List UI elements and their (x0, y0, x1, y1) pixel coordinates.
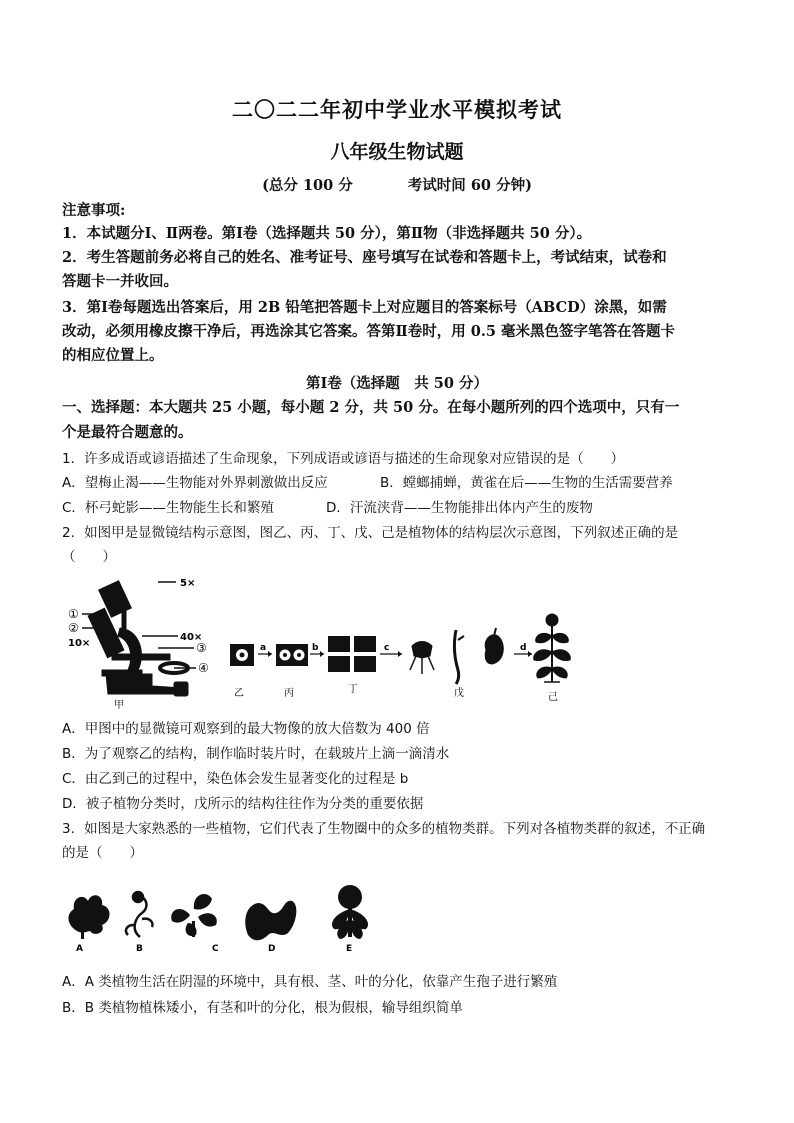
q1-options-ab (62, 474, 742, 492)
label-objective-low: 10× (68, 638, 91, 649)
q3-option-a: A．A 类植物生活在阴湿的环境中，具有根、茎、叶的分化，依靠产生孢子进行繁殖 (62, 974, 558, 990)
label-circle-2: ② (68, 621, 79, 635)
notes-heading: 注意事项: (62, 202, 126, 219)
label-yi: 乙 (234, 688, 244, 699)
plant-d-alga (245, 901, 296, 941)
label-b: b (312, 643, 319, 653)
label-plant-d: D (268, 944, 276, 954)
label-circle-1: ① (68, 607, 79, 621)
plant-e-flower (332, 885, 368, 939)
total-score: (总分 100 分 (262, 177, 353, 194)
plant-c-ginkgo (171, 894, 217, 937)
exam-time: 考试时间 60 分钟) (407, 177, 532, 194)
q1-option-a: A．望梅止渴——生物能对外界刺激做出反应 (62, 475, 328, 491)
q1-option-d: D．汗流浃背——生物能排出体内产生的废物 (326, 500, 593, 516)
note-1: 1．本试题分Ⅰ、Ⅱ两卷。第Ⅰ卷（选择题共 50 分），第Ⅱ物（非选择题共 50 分）。 (62, 225, 592, 242)
cell-yi-diagram (230, 644, 254, 666)
organs-wu-diagram (410, 628, 503, 684)
q1-option-c: C．杯弓蛇影——生物能生长和繁殖 (62, 500, 274, 516)
section-1-heading: 第Ⅰ卷（选择题 共 50 分） (305, 375, 489, 392)
label-circle-4: ④ (198, 661, 209, 675)
label-a: a (260, 643, 267, 653)
q3-option-b: B．B 类植物植株矮小，有茎和叶的分化，根为假根，输导组织简单 (62, 1000, 463, 1016)
cell-bing-diagram (276, 644, 308, 666)
label-plant-a: A (76, 944, 83, 954)
plant-ji-diagram (534, 614, 571, 682)
label-eyepiece: 5× (180, 578, 196, 589)
q2-figure (62, 570, 582, 710)
note-3a: 3．第Ⅰ卷每题选出答案后，用 2B 铅笔把答题卡上对应题目的答案标号（ABCD）涂黑，如需 (62, 299, 667, 316)
q1-stem: 1．许多成语或谚语描述了生命现象，下列成语或谚语与描述的生命现象对应错误的是（ ） (62, 451, 625, 467)
section-1-intro-a: 一、选择题：本大题共 25 小题，每小题 2 分，共 50 分。在每小题所列的四个选项中，只有一 (62, 399, 680, 416)
label-plant-c: C (212, 944, 219, 954)
note-2a: 2．考生答题前务必将自己的姓名、准考证号、座号填写在试卷和答题卡上，考试结束，试卷和 (62, 249, 667, 266)
label-ji: 己 (548, 692, 558, 703)
label-jia: 甲 (114, 700, 124, 710)
q3-stem-b: 的是（ ） (62, 845, 143, 861)
q1-options-cd (62, 499, 742, 517)
label-d: d (520, 643, 527, 653)
exam-subject: 八年级生物试题 (330, 141, 464, 163)
label-circle-3: ③ (196, 641, 207, 655)
label-plant-e: E (346, 944, 353, 954)
q2-option-b: B．为了观察乙的结构，制作临时装片时，在载玻片上滴一滴清水 (62, 746, 450, 762)
q2-option-d: D．被子植物分类时，戊所示的结构往往作为分类的重要依据 (62, 796, 424, 812)
plant-b-moss (126, 892, 153, 937)
label-c: c (384, 643, 390, 653)
q3-figure (62, 875, 392, 955)
q2-option-a: A．甲图中的显微镜可观察到的最大物像的放大倍数为 400 倍 (62, 721, 430, 737)
section-1-intro-b: 个是最符合题意的。 (62, 424, 193, 441)
microscope-diagram (82, 581, 196, 696)
note-2b: 答题卡一并收回。 (62, 273, 178, 290)
label-ding: 丁 (348, 684, 358, 695)
q3-stem-a: 3．如图是大家熟悉的一些植物，它们代表了生物圈中的众多的植物类群。下列对各植物类群的叙述，不正确 (62, 821, 706, 837)
label-objective-high: 40× (180, 632, 203, 643)
q2-stem-b: （ ） (62, 549, 116, 565)
exam-title: 二〇二二年初中学业水平模拟考试 (232, 97, 562, 122)
note-3b: 改动，必须用橡皮擦干净后，再选涂其它答案。答第Ⅱ卷时，用 0.5 毫米黑色签字笔答在答题卡 (62, 323, 676, 340)
label-plant-b: B (136, 944, 143, 954)
label-wu: 戊 (454, 688, 464, 699)
q2-option-c: C．由乙到己的过程中，染色体会发生显著变化的过程是 b (62, 771, 409, 787)
tissue-ding-diagram (328, 636, 376, 672)
plant-a-fern (68, 895, 109, 939)
note-3c: 的相应位置上。 (62, 347, 164, 364)
q1-option-b: B．螳螂捕蝉，黄雀在后——生物的生活需要营养 (380, 475, 673, 491)
label-bing: 丙 (284, 688, 294, 699)
exam-meta (0, 174, 794, 195)
q2-stem-a: 2．如图甲是显微镜结构示意图，图乙、丙、丁、戊、己是植物体的结构层次示意图，下列叙述正确的是 (62, 525, 679, 541)
